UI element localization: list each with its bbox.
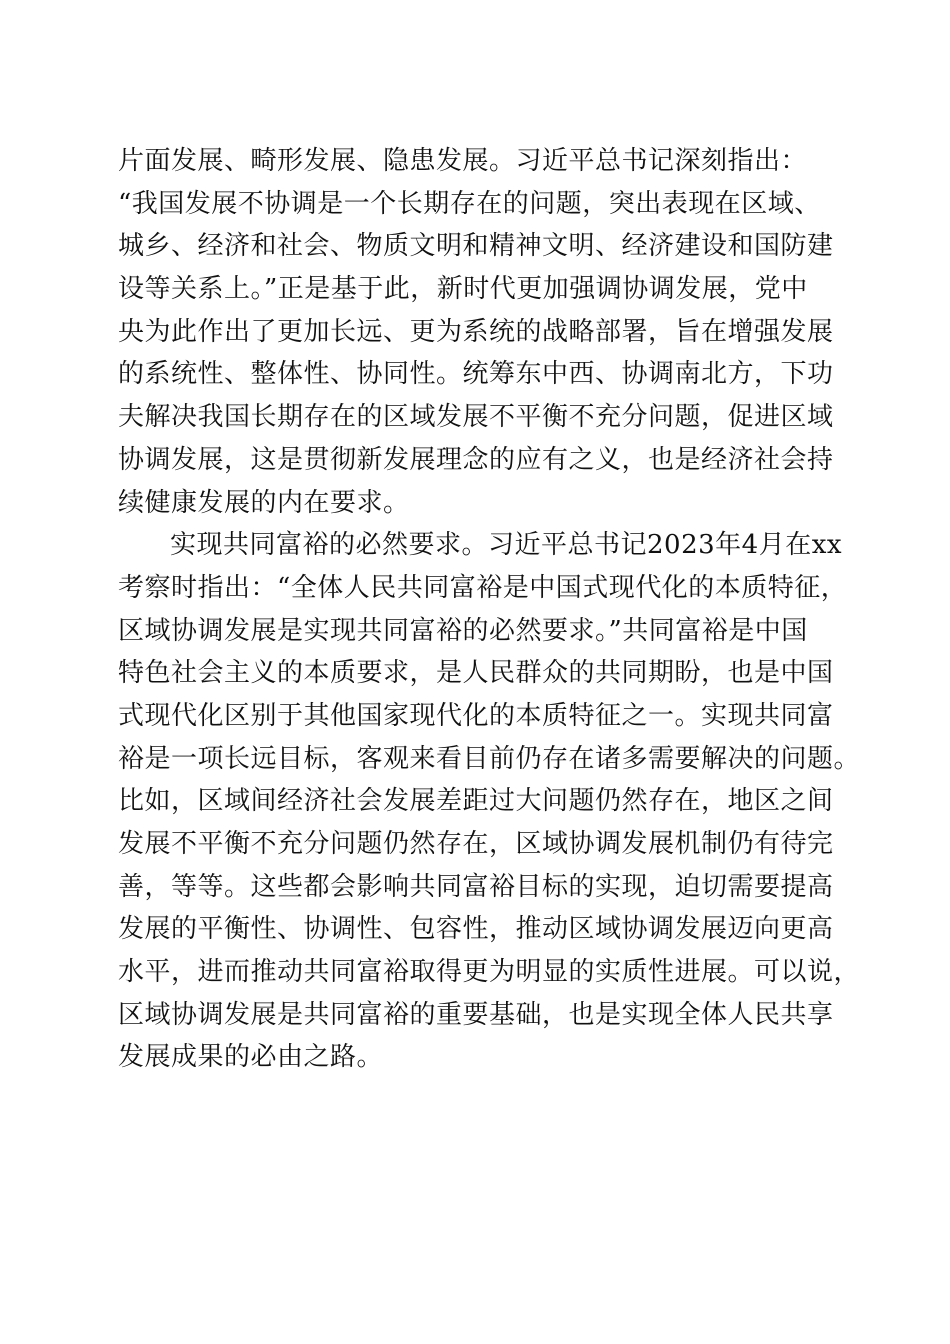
text-line: 式现代化区别于其他国家现代化的本质特征之一。实现共同富 [118, 700, 834, 731]
text-line: 裕是一项长远目标，客观来看目前仍存在诸多需要解决的问题。 [118, 743, 861, 774]
text-line: 发展的平衡性、协调性、包容性，推动区域协调发展迈向更高 [118, 914, 834, 945]
text-line: 特色社会主义的本质要求，是人民群众的共同期盼，也是中国 [118, 658, 834, 689]
text-line: 的系统性、整体性、协同性。统筹东中西、协调南北方，下功 [118, 359, 834, 390]
document-body [118, 140, 861, 1079]
text-line: 水平，进而推动共同富裕取得更为明显的实质性进展。可以说， [118, 957, 861, 988]
text-line: 考察时指出：“全体人民共同富裕是中国式现代化的本质特征， [118, 572, 848, 603]
text-line: 续健康发展的内在要求。 [118, 487, 410, 518]
text-line: 区域协调发展是共同富裕的重要基础，也是实现全体人民共享 [118, 999, 834, 1030]
text-line: 央为此作出了更加长远、更为系统的战略部署，旨在增强发展 [118, 316, 834, 347]
text-line: 发展不平衡不充分问题仍然存在，区域协调发展机制仍有待完 [118, 829, 834, 859]
paragraph [118, 140, 838, 524]
text-line: 区域协调发展是实现共同富裕的必然要求。”共同富裕是中国 [118, 615, 808, 646]
text-line: 协调发展，这是贯彻新发展理念的应有之义，也是经济社会持 [118, 444, 834, 475]
text-line: 城乡、经济和社会、物质文明和精神文明、经济建设和国防建 [118, 231, 834, 262]
text-line: 夫解决我国长期存在的区域发展不平衡不充分问题，促进区域 [118, 402, 834, 433]
text-line: 片面发展、畸形发展、隐患发展。习近平总书记深刻指出： [118, 146, 808, 176]
text-line: 发展成果的必由之路。 [118, 1042, 384, 1073]
text-line: 善，等等。这些都会影响共同富裕目标的实现，迫切需要提高 [118, 871, 834, 902]
text-line: 设等关系上。”正是基于此，新时代更加强调协调发展，党中 [118, 274, 808, 305]
text-line: “我国发展不协调是一个长期存在的问题，突出表现在区域、 [118, 188, 821, 219]
text-line: 实现共同富裕的必然要求。习近平总书记2023年4月在xx [170, 530, 843, 561]
paragraph [118, 524, 861, 1079]
text-line: 比如，区域间经济社会发展差距过大问题仍然存在，地区之间 [118, 786, 834, 817]
